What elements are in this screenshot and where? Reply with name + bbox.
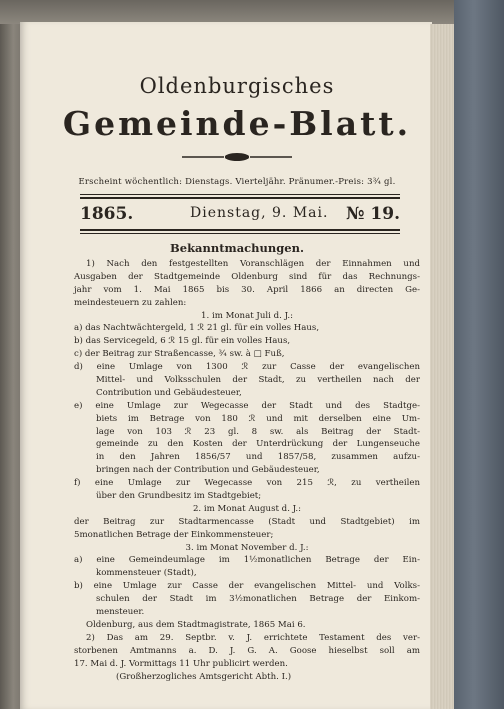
text-line: 1. im Monat Juli d. J.: bbox=[201, 310, 293, 321]
text-line: der Beitrag zur Stadtarmencasse (Stadt und Stadtgebiet) im bbox=[74, 516, 420, 527]
rule-bottom-2 bbox=[80, 233, 400, 234]
text-line: biets im Betrage von 180 ℛ und mit derselben eine Um- bbox=[96, 413, 420, 424]
text-line: über den Grundbesitz im Stadtgebiet; bbox=[96, 491, 262, 502]
issue-year: 1865. bbox=[80, 204, 134, 224]
text-line: gemeinde zu den Kosten der Unterdrückung der Lungenseuche bbox=[96, 439, 420, 450]
rule-top-2 bbox=[80, 197, 400, 199]
document-page bbox=[20, 22, 432, 709]
text-line: 2. im Monat August d. J.: bbox=[192, 503, 302, 514]
issue-number: № 19. bbox=[346, 204, 400, 224]
text-line: 3. im Monat November d. J.: bbox=[185, 542, 309, 553]
section-title: Bekanntmachungen. bbox=[170, 241, 304, 255]
masthead-title-line1: Oldenburgisches bbox=[139, 74, 335, 98]
text-line: 5monatlichen Betrage der Einkommensteuer; bbox=[74, 529, 274, 540]
text-line: c) der Beitrag zur Straßencasse, ¾ sw. à □ Fuß, bbox=[74, 349, 285, 360]
text-line: lage von 103 ℛ 23 gl. 8 sw. als Beitrag der Stadt- bbox=[96, 426, 420, 437]
rule-bottom-1 bbox=[80, 229, 400, 231]
text-line: a) das Nachtwächtergeld, 1 ℛ 21 gl. für ein volles Haus, bbox=[74, 323, 320, 334]
text-line: 17. Mai d. J. Vormittags 11 Uhr publicirt werden. bbox=[74, 658, 288, 669]
text-line: in den Jahren 1856/57 und 1857/58, zusammen aufzu- bbox=[96, 452, 420, 463]
book-top-edge bbox=[0, 0, 454, 24]
text-line: storbenen Amtmanns a. D. J. G. A. Goose hieselbst soll am bbox=[74, 645, 420, 656]
text-line: Contribution und Gebäudesteuer, bbox=[96, 387, 242, 398]
masthead-title-line2: Gemeinde-Blatt. bbox=[62, 104, 412, 143]
text-line: Mittel- und Volksschulen der Stadt, zu vertheilen nach der bbox=[96, 375, 420, 386]
text-line: 1) Nach den festgestellten Voranschlägen der Einnahmen und bbox=[86, 259, 420, 269]
issue-dateline bbox=[80, 204, 400, 226]
text-line: schulen der Stadt im 3½monatlichen Betrage der Einkom- bbox=[96, 594, 420, 605]
text-line: Oldenburg, aus dem Stadtmagistrate, 1865 Mai 6. bbox=[86, 619, 306, 630]
text-line: kommensteuer (Stadt), bbox=[96, 568, 197, 579]
text-line: b) eine Umlage zur Casse der evangelischen Mittel- und Volks- bbox=[74, 581, 420, 592]
rule-top-1 bbox=[80, 194, 400, 195]
book-spine-left bbox=[0, 0, 22, 709]
text-line: meindesteuern zu zahlen: bbox=[74, 297, 187, 308]
page-edges bbox=[430, 24, 456, 709]
text-line: b) das Servicegeld, 6 ℛ 15 gl. für ein volles Haus, bbox=[74, 336, 291, 347]
text-line: mensteuer. bbox=[96, 607, 145, 618]
text-line: jahr vom 1. Mai 1865 bis 30. April 1866 an directen Ge- bbox=[74, 284, 420, 295]
issue-date: Dienstag, 9. Mai. bbox=[190, 205, 329, 221]
masthead-subline: Erscheint wöchentlich: Dienstags. Vierteljähr. Pränumer.-Preis: 3¾ gl. bbox=[78, 177, 396, 187]
text-line: Ausgaben der Stadtgemeinde Oldenburg sind für das Rechnungs- bbox=[74, 271, 420, 282]
book-cover bbox=[454, 0, 504, 709]
text-line: a) eine Gemeindeumlage im 1½monatlichen Betrage der Ein- bbox=[74, 555, 420, 566]
ornament-divider-icon bbox=[182, 152, 292, 162]
text-line: e) eine Umlage zur Wegecasse der Stadt und des Stadtge- bbox=[74, 400, 420, 411]
text-line: (Großherzogliches Amtsgericht Abth. I.) bbox=[116, 671, 292, 682]
text-line: bringen nach der Contribution und Gebäudesteuer, bbox=[96, 465, 320, 476]
article-body bbox=[74, 258, 420, 683]
text-line: 2) Das am 29. Septbr. v. J. errichtete Testament des ver- bbox=[86, 632, 420, 643]
text-line: d) eine Umlage von 1300 ℛ zur Casse der evangelischen bbox=[74, 362, 420, 373]
text-line: f) eine Umlage zur Wegecasse von 215 ℛ, zu vertheilen bbox=[74, 478, 420, 489]
